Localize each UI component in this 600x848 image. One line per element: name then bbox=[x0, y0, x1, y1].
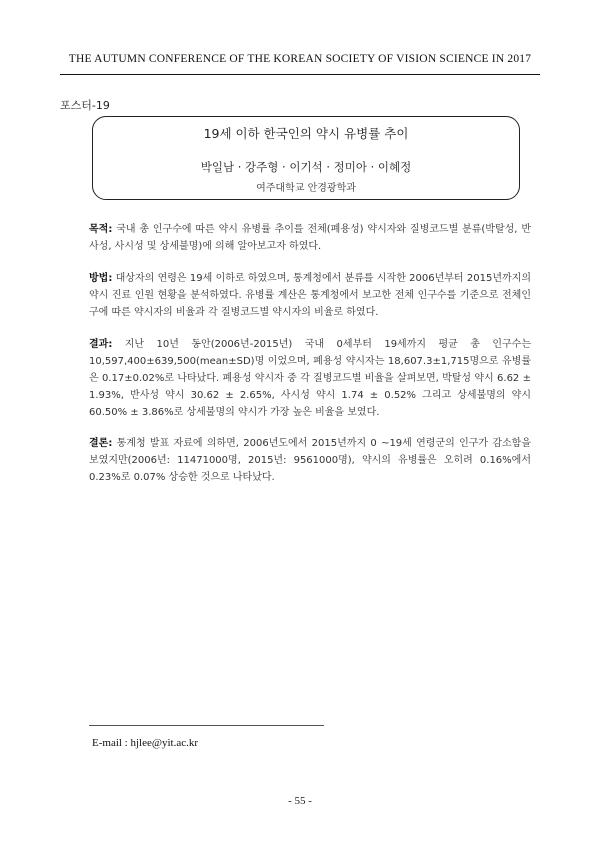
section-text-results: 지난 10년 동안(2006년-2015년) 국내 0세부터 19세까지 평균 총 인구수는 10,597,400±639,500(mean±SD)명 이었으며, 폐용성 약시자는 18,607.3±1,715명으로 유병률은 0.17±0.02%로 나타났다. 폐용성 약시자 중 각 질병코드별 비율을 살펴보면, 박탈성 약시 6.62 ± 1.93%, 반사성 약시 30.62 ± 2.65%, 사시성 약시 1.74 ± 0.52% 그리고 상세불명의 약시 60.50% ± 3.86%로 상세불명의 약시가 가장 높은 비율을 보였다. bbox=[89, 339, 531, 418]
section-label-conclusion: 결론: bbox=[89, 438, 113, 449]
footnote-divider bbox=[89, 725, 324, 726]
section-label-results: 결과: bbox=[89, 339, 113, 350]
title-box bbox=[92, 116, 520, 200]
section-purpose bbox=[89, 221, 531, 255]
paper-title: 19세 이하 한국인의 약시 유병률 추이 bbox=[203, 126, 409, 141]
section-text-conclusion: 통계청 발표 자료에 의하면, 2006년도에서 2015년까지 0 ~19세 연령군의 인구가 감소함을 보였지만(2006년: 11471000명, 2015년: 9561000명), 약시의 유병률은 오히려 0.16%에서 0.23%로 0.07% 상승한 것으로 나타났다. bbox=[89, 438, 531, 483]
section-label-method: 방법: bbox=[89, 273, 113, 284]
contact-email: E-mail : hjlee@yit.ac.kr bbox=[92, 737, 199, 749]
page-number: - 55 - bbox=[288, 795, 312, 807]
header-divider bbox=[60, 74, 540, 75]
section-text-method: 대상자의 연령은 19세 이하로 하였으며, 통계청에서 분류를 시작한 2006년부터 2015년까지의 약시 진료 인원 현황을 분석하였다. 유병률 계산은 통계청에서 보고한 전체 인구수를 기준으로 전체인구에 따른 약시자의 비율과 각 질병코드별 약시자의 비율로 하였다. bbox=[89, 273, 531, 318]
section-text-purpose: 국내 총 인구수에 따른 약시 유병률 추이를 전체(폐용성) 약시자와 질병코드별 분류(박탈성, 반사성, 사시성 및 상세불명)에 의해 알아보고자 하였다. bbox=[89, 224, 531, 252]
section-conclusion bbox=[89, 435, 531, 486]
section-results bbox=[89, 336, 531, 421]
poster-id: 포스터-19 bbox=[60, 99, 110, 112]
conference-header-title: THE AUTUMN CONFERENCE OF THE KOREAN SOCIETY OF VISION SCIENCE IN 2017 bbox=[68, 53, 532, 65]
section-label-purpose: 목적: bbox=[89, 224, 113, 235]
section-method bbox=[89, 270, 531, 321]
affiliation: 여주대학교 안경광학과 bbox=[256, 183, 356, 194]
authors: 박일남 · 강주형 · 이기석 · 정미아 · 이혜정 bbox=[200, 160, 412, 174]
